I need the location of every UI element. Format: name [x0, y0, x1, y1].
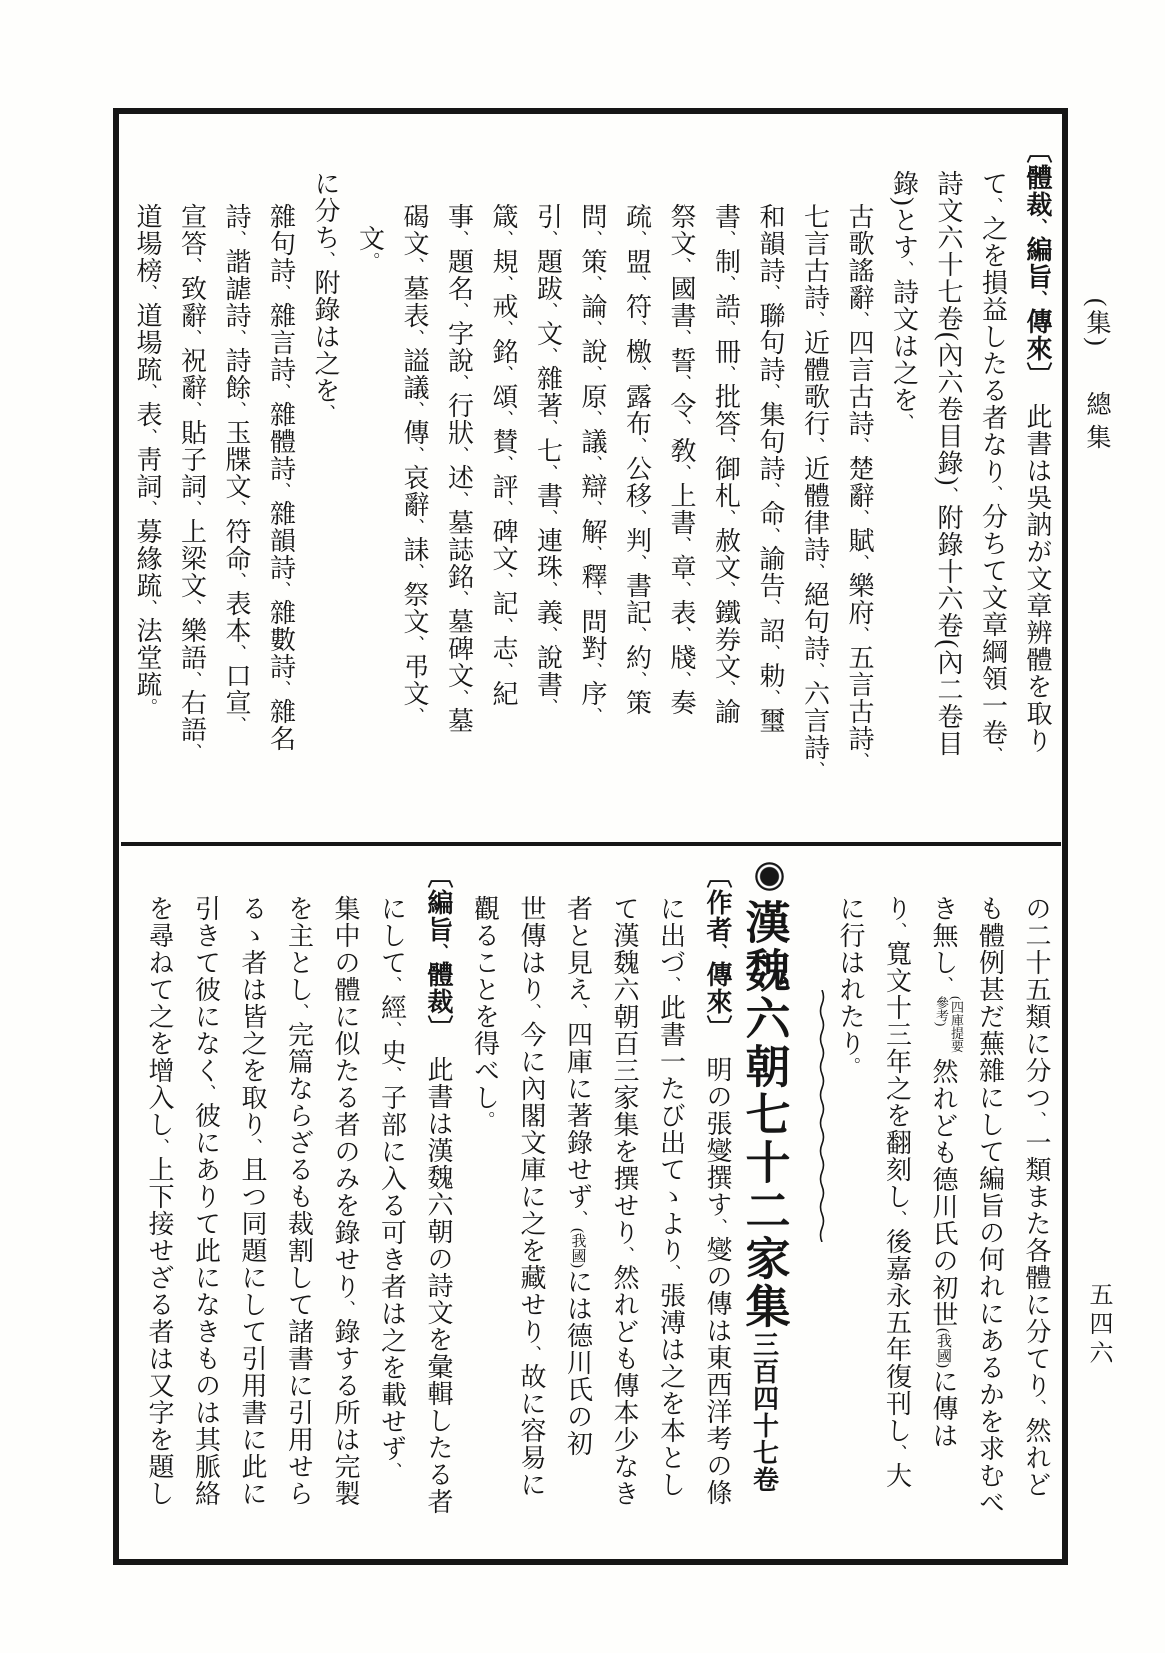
- field-label: 〔體裁、編旨、傳來〕: [1023, 137, 1052, 376]
- text-segment: 疏、盟、符、檄、露布、公移、判、書記、約、策: [622, 203, 652, 716]
- text-segment: 古歌謠辭、四言古詩、楚辭、賦、樂府、五言古詩、: [845, 203, 874, 770]
- text-segment: 者と見え、四庫に著錄せず、: [563, 895, 593, 1228]
- entry-title: 漢魏六朝七十二家集: [738, 899, 789, 1331]
- text-segment: て漢魏六朝百三家集を撰せり、然れども傳本少なき: [610, 895, 639, 1507]
- text-segment: の二十五類に分つ、一類また各體に分てり、然れど: [1022, 895, 1051, 1498]
- field-label: 〔編旨、體裁〕: [424, 862, 453, 1029]
- text-column: [837, 137, 882, 800]
- text-segment: るゝ者は皆之を取り、且つ同題にして引用書に此に: [238, 895, 267, 1507]
- text-segment: 箴、規、戒、銘、頌、賛、評、碑文、記、志、紀: [489, 203, 518, 707]
- wavy-divider-line: [817, 990, 827, 1242]
- text-segment: 此書は吳訥が文章辨體を取り: [1023, 403, 1052, 754]
- text-column: [275, 862, 322, 1528]
- text-column: [827, 862, 874, 1528]
- text-column: [659, 137, 704, 800]
- text-column: [740, 862, 787, 1528]
- text-segment: 引、題跋、文、雜著、七、書、連珠、義、說書、: [533, 203, 563, 716]
- text-segment: 祭文、國書、誓、令、敎、上書、章、表、牋、奏: [667, 203, 696, 716]
- text-segment: 雜句詩、雜言詩、雜體詩、雜韻詩、雜數詩、雜名: [266, 203, 296, 752]
- text-segment: 此書は漢魏六朝の詩文を彙輯したる者: [424, 1056, 453, 1515]
- text-segment: 七言古詩、近體歌行、近體律詩、絕句詩、六言詩、: [800, 203, 830, 779]
- text-column: [570, 137, 615, 800]
- text-column: [461, 862, 508, 1528]
- text-column: [303, 137, 348, 800]
- text-segment: 道場榜、道場䟽、表、靑詞、募緣䟽、法堂䟽。: [133, 203, 162, 716]
- text-segment: にして、經、史、子部に入る可き者は之を載せず、: [377, 895, 407, 1480]
- page-number: 五四六: [1085, 1282, 1111, 1369]
- text-segment: 引きて彼になく、彼にありて此になきものは其脈絡: [191, 895, 221, 1507]
- section-title: 總集: [1083, 390, 1110, 457]
- text-segment: 明の張燮撰す、燮の傳は東西洋考の條: [703, 1056, 732, 1506]
- text-column: [169, 137, 214, 800]
- inline-annotation: (我國): [935, 1328, 951, 1368]
- entry-divider-wavy: [787, 862, 827, 1528]
- text-column: [1015, 137, 1060, 800]
- text-column: [125, 137, 170, 800]
- text-segment: て、之を損益したる者なり、分ちて文章綱領一卷、: [978, 170, 1008, 764]
- text-column: [368, 862, 415, 1528]
- text-column: [970, 137, 1015, 800]
- text-column: [136, 862, 183, 1528]
- text-segment: 碣文、墓表、謚議、傳、哀辭、誄、祭文、弔文、: [400, 203, 429, 725]
- text-segment: 宣答、致辭、祝辭、貼子詞、上梁文、樂語、右語、: [177, 203, 207, 761]
- text-column: [322, 862, 369, 1528]
- text-segment: 問、策、論、說、原、議、辯、解、釋、問對、序、: [578, 203, 607, 725]
- text-column: [508, 862, 555, 1528]
- inline-annotation: (我國): [569, 1228, 586, 1268]
- field-label: 〔作者、傳來〕: [703, 862, 732, 1029]
- warichu-note: (四庫提要參考): [933, 996, 964, 1053]
- text-column: [614, 137, 659, 800]
- text-column: [694, 862, 741, 1528]
- text-segment: り、寬文十三年之を翻刻し、後嘉永五年復刊し、大: [882, 895, 912, 1489]
- text-segment: 然れども德川氏の初世: [929, 1058, 958, 1328]
- text-segment: を尋ねて之を增入し、上下接せざる者は又字を題し: [145, 895, 174, 1507]
- text-column: [347, 137, 392, 800]
- text-column: [792, 137, 837, 800]
- text-column: [926, 137, 971, 800]
- entry-marker-icon: [755, 862, 784, 891]
- text-segment: 和韻詩、聯句詩、集句詩、命、諭告、詔、勅、璽: [756, 203, 785, 734]
- text-segment: 書、制、誥、冊、批答、御札、赦文、鐵券文、諭: [711, 203, 741, 725]
- text-column: [703, 137, 748, 800]
- text-segment: 集中の體に似たる者のみを錄せり、錄する所は完製: [331, 895, 360, 1507]
- text-segment: 事、題名、字說、行狀、述、墓誌銘、墓碑文、墓: [444, 203, 474, 734]
- text-column: [392, 137, 437, 800]
- text-column: [525, 137, 570, 800]
- text-column: [966, 862, 1013, 1528]
- text-segment: に出づ、此書一たび出てゝより、張溥は之を本とし: [656, 895, 686, 1498]
- text-column: [258, 137, 303, 800]
- text-column: [214, 137, 259, 800]
- text-section-bottom: [125, 862, 1059, 1528]
- text-column: [415, 862, 462, 1528]
- collection-mark: (集): [1083, 298, 1110, 349]
- section-divider-rule: [121, 842, 1061, 846]
- text-segment: も體例甚だ蕪雜にして編旨の何れにあるかを求むべ: [975, 895, 1005, 1516]
- text-column: [481, 137, 526, 800]
- text-segment: に分ち、附錄は之を、: [311, 170, 340, 422]
- text-column: [601, 862, 648, 1528]
- margin-header: [1078, 298, 1114, 457]
- text-segment: を主とし、完篇ならざるも裁割して諸書に引用せら: [284, 895, 314, 1507]
- text-column: [1013, 862, 1060, 1528]
- text-column: [748, 137, 793, 800]
- text-segment: に傳は: [929, 1368, 958, 1449]
- text-segment: に行はれたり。: [836, 895, 865, 1075]
- text-column: [182, 862, 229, 1528]
- text-column: [554, 862, 601, 1528]
- text-segment: き無し、: [929, 895, 958, 994]
- text-segment: 觀ることを得べし。: [470, 895, 500, 1129]
- text-segment: には德川氏の初: [563, 1268, 593, 1457]
- text-segment: 詩、諧謔詩、詩餘、玉牒文、符命、表本、口宣、: [222, 203, 251, 734]
- text-column: [229, 862, 276, 1528]
- text-segment: 錄)とす、詩文は之を、: [889, 170, 919, 432]
- text-segment: 文。: [355, 225, 385, 270]
- text-column: [881, 137, 926, 800]
- text-section-top: [125, 137, 1059, 800]
- volume-count: 三百四十七卷: [749, 1331, 779, 1493]
- text-column: [920, 862, 967, 1528]
- text-column: [436, 137, 481, 800]
- text-column: [647, 862, 694, 1528]
- text-segment: 詩文六十七卷(內六卷目錄)、附錄十六卷(內二卷目: [934, 170, 963, 758]
- text-column: [873, 862, 920, 1528]
- text-segment: 世傳はり、今に內閣文庫に之を藏せり、故に容易に: [517, 895, 546, 1498]
